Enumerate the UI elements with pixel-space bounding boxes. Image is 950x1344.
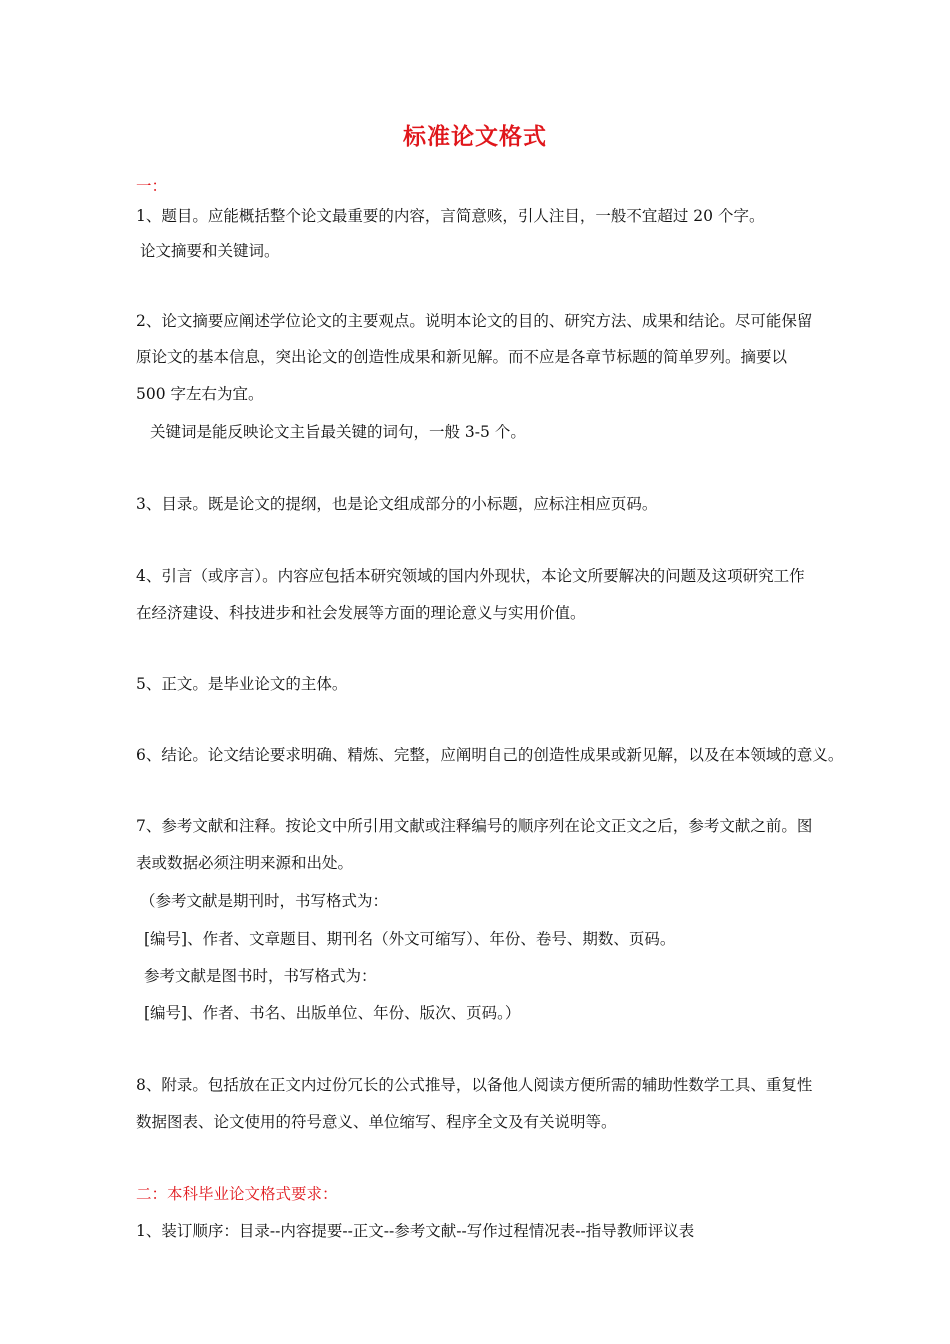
paragraph-line: 数据图表、论文使用的符号意义、单位缩写、程序全文及有关说明等。 — [136, 1113, 617, 1131]
paragraph-line: 关键词是能反映论文主旨最关键的词句，一般 3-5 个。 — [150, 423, 526, 441]
paragraph-line: 2、论文摘要应阐述学位论文的主要观点。说明本论文的目的、研究方法、成果和结论。尽可能保留 — [136, 312, 813, 330]
paragraph-line: 论文摘要和关键词。 — [140, 242, 280, 260]
paragraph-line: 5、正文。是毕业论文的主体。 — [136, 675, 348, 693]
paragraph-line: 1、题目。应能概括整个论文最重要的内容，言简意赅，引人注目，一般不宜超过 20 个字。 — [136, 207, 765, 225]
paragraph-line: 原论文的基本信息，突出论文的创造性成果和新见解。而不应是各章节标题的简单罗列。摘要以 — [136, 348, 788, 366]
paragraph-line: 4、引言（或序言）。内容应包括本研究领域的国内外现状，本论文所要解决的问题及这项研究工作 — [136, 567, 805, 585]
paragraph-line: 在经济建设、科技进步和社会发展等方面的理论意义与实用价值。 — [136, 604, 586, 622]
paragraph-line: 参考文献是图书时，书写格式为： — [144, 967, 377, 985]
document-title: 标准论文格式 — [403, 123, 547, 150]
paragraph-line: 1、装订顺序：目录--内容提要--正文--参考文献--写作过程情况表--指导教师评议表 — [136, 1222, 695, 1240]
paragraph-line: 表或数据必须注明来源和出处。 — [136, 854, 354, 872]
paragraph-line: [编号]、作者、书名、出版单位、年份、版次、页码。） — [144, 1004, 521, 1022]
paragraph-line: （参考文献是期刊时，书写格式为： — [140, 892, 389, 910]
paragraph-line: [编号]、作者、文章题目、期刊名（外文可缩写）、年份、卷号、期数、页码。 — [144, 930, 676, 948]
paragraph-line: 500 字左右为宜。 — [136, 385, 264, 403]
paragraph-line: 6、结论。论文结论要求明确、精炼、完整，应阐明自己的创造性成果或新见解，以及在本领域的意义。 — [136, 746, 844, 764]
paragraph-line: 3、目录。既是论文的提纲，也是论文组成部分的小标题，应标注相应页码。 — [136, 495, 658, 513]
paragraph-line: 8、附录。包括放在正文内过份冗长的公式推导，以备他人阅读方便所需的辅助性数学工具、重复性 — [136, 1076, 813, 1094]
paragraph-line: 7、参考文献和注释。按论文中所引用文献或注释编号的顺序列在论文正文之后，参考文献之前。图 — [136, 817, 813, 835]
section-one-heading: 一： — [136, 177, 168, 195]
section-two-heading: 二：本科毕业论文格式要求： — [136, 1185, 338, 1203]
